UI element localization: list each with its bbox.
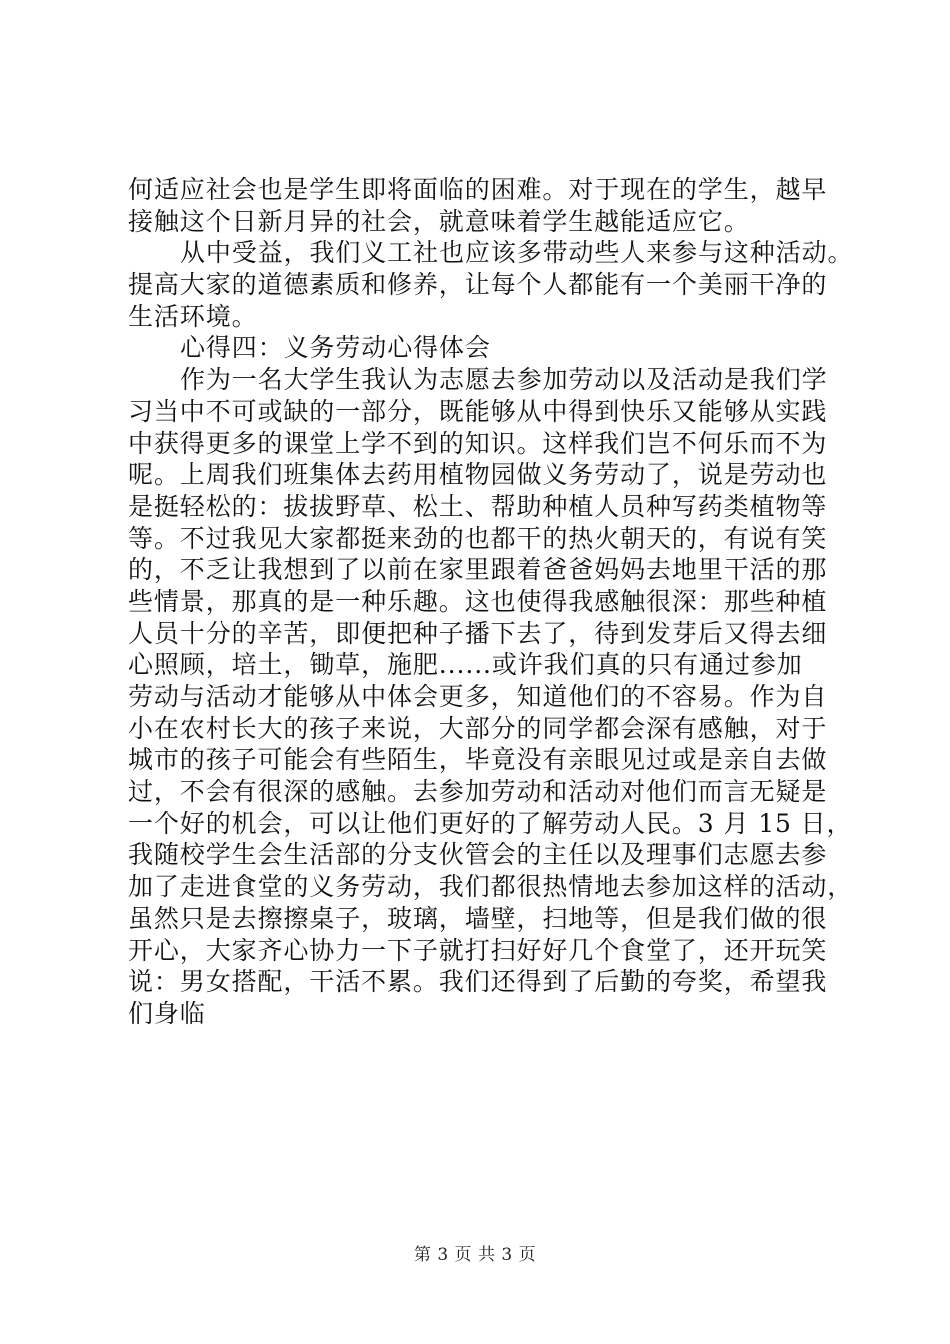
text-line: 开心，大家齐心协力一下子就打扫好好几个食堂了，还开玩笑 [128, 935, 828, 965]
text-line: 我随校学生会生活部的分支伙管会的主任以及理事们志愿去参 [128, 840, 828, 870]
text-line: 等。不过我见大家都挺来劲的也都干的热火朝天的，有说有笑 [128, 523, 828, 553]
text-line: 何适应社会也是学生即将面临的困难。对于现在的学生，越早 [128, 175, 828, 204]
text-line: 呢。上周我们班集体去药用植物园做义务劳动了，说是劳动也 [128, 460, 828, 490]
text-line: 生活环境。 [128, 301, 258, 331]
text-line: 心得四：义务劳动心得体会 [180, 333, 491, 363]
text-line: 习当中不可或缺的一部分，既能够从中得到快乐又能够从实践 [128, 396, 828, 426]
text-line: 是挺轻松的：拔拔野草、松土、帮助种植人员种写药类植物等 [128, 491, 828, 521]
text-line: 虽然只是去擦擦桌子，玻璃，墙壁，扫地等，但是我们做的很 [128, 903, 828, 933]
text-line: 城市的孩子可能会有些陌生，毕竟没有亲眼见过或是亲自去做 [128, 745, 828, 775]
text-line: 的，不乏让我想到了以前在家里跟着爸爸妈妈去地里干活的那 [128, 555, 828, 585]
page-footer: 第 3 页 共 3 页 [413, 1245, 537, 1265]
text-line: 从中受益，我们义工社也应该多带动些人来参与这种活动。 [180, 238, 854, 268]
text-line: 们身临 [128, 998, 206, 1028]
text-line: 一个好的机会，可以让他们更好的了解劳动人民。3 月 15 日， [128, 808, 853, 838]
text-line: 劳动与活动才能够从中体会更多，知道他们的不容易。作为自 [128, 682, 828, 711]
text-line: 作为一名大学生我认为志愿去参加劳动以及活动是我们学 [180, 365, 828, 395]
text-line: 过，不会有很深的感触。去参加劳动和活动对他们而言无疑是 [128, 777, 828, 807]
text-line: 心照顾，培土，锄草，施肥......或许我们真的只有通过参加 [128, 650, 803, 680]
body-text [128, 174, 854, 1030]
text-line: 加了走进食堂的义务劳动，我们都很热情地去参加这样的活动， [128, 872, 854, 902]
text-line: 人员十分的辛苦，即便把种子播下去了，待到发芽后又得去细 [128, 618, 828, 648]
text-line: 些情景，那真的是一种乐趣。这也使得我感触很深：那些种植 [128, 586, 828, 616]
text-line: 提高大家的道德素质和修养，让每个人都能有一个美丽干净的 [128, 270, 828, 300]
text-line: 接触这个日新月异的社会，就意味着学生越能适应它。 [128, 206, 750, 236]
text-line: 中获得更多的课堂上学不到的知识。这样我们岂不何乐而不为 [128, 428, 828, 458]
text-line: 说：男女搭配，干活不累。我们还得到了后勤的夸奖，希望我 [128, 967, 828, 997]
text-line: 小在农村长大的孩子来说，大部分的同学都会深有感触，对于 [128, 713, 828, 743]
